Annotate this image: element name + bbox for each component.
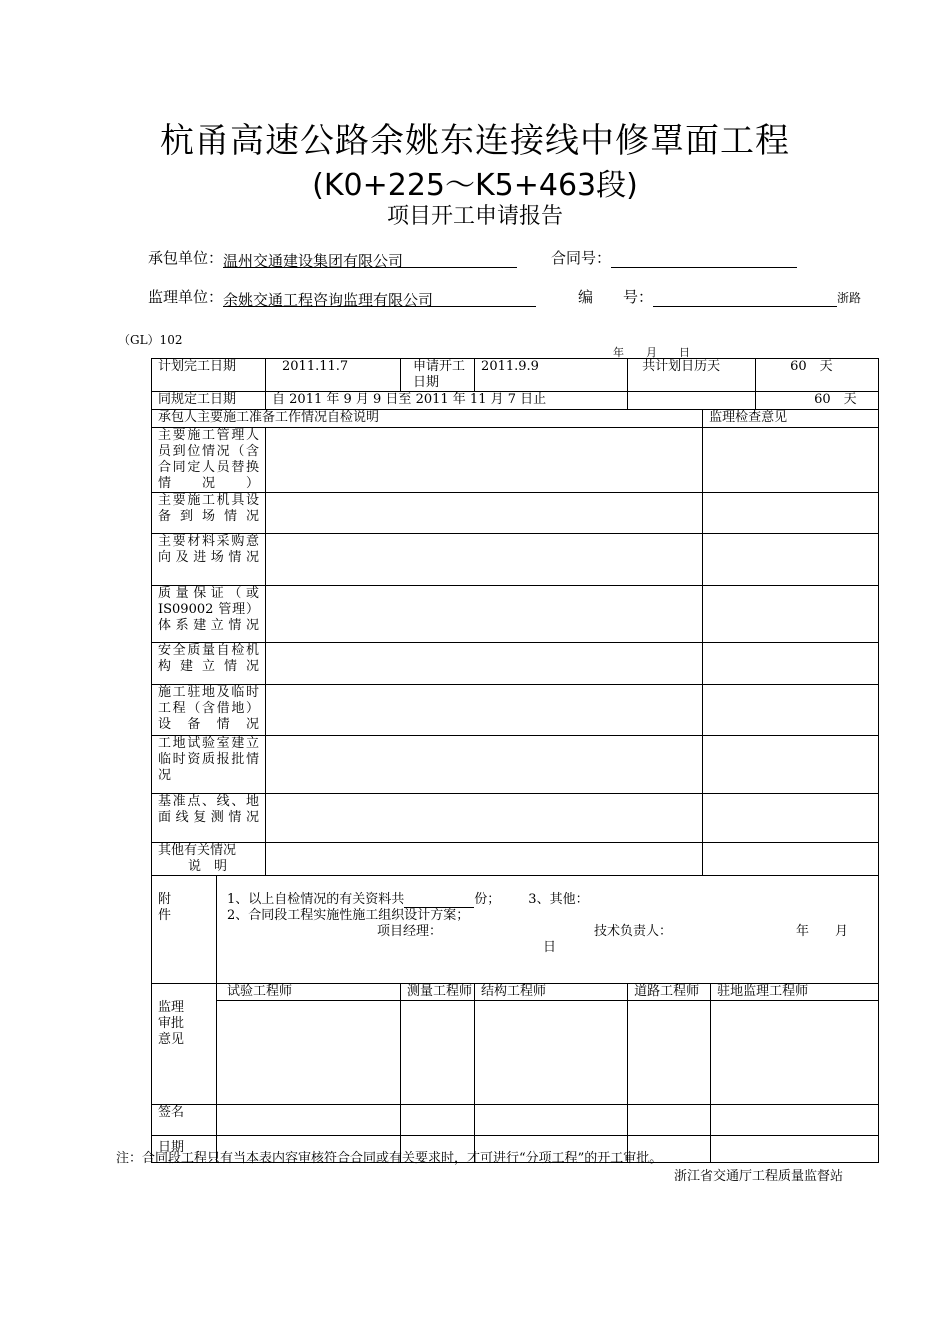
serial-label: 编 号： [578,288,654,306]
document-title: 杭甬高速公路余姚东连接线中修罩面工程 [160,121,790,161]
self-check-cell[interactable] [266,493,703,534]
approval-label-3: 意见 [158,1032,185,1047]
supervision-cell[interactable] [703,493,879,534]
check-item-label: 工地试验室建立临时资质报批情况 [152,736,266,794]
spec-empty-cell [628,392,756,410]
supervisor-label: 监理单位： [148,288,224,306]
contractor-field[interactable] [223,250,517,268]
check-item-label: 质量保证（或IS09002 管理）体系建立情况 [152,586,266,643]
attachment-other: 3、其他： [528,892,589,907]
contract-no-field[interactable] [611,250,797,268]
attachment-line-1b: 份； [474,892,501,907]
supervision-cell[interactable] [703,643,879,685]
engineer-survey: 测量工程师 [401,984,475,1001]
spec-period-row [152,392,879,410]
self-check-header: 承包人主要施工准备工作情况自检说明 [152,410,703,428]
spec-period-range[interactable]: 自 2011 年 9 月 9 日至 2011 年 11 月 7 日止 [266,392,628,410]
schedule-row [152,359,879,392]
supervision-cell[interactable] [703,843,879,876]
apply-start-value[interactable]: 2011.9.9 [475,359,628,392]
signature-cell[interactable] [711,1105,879,1136]
check-item-row [152,843,879,876]
signature-cell[interactable] [628,1105,711,1136]
self-check-cell[interactable] [266,794,703,843]
supervision-header: 监理检查意见 [703,410,879,428]
check-item-row [152,586,879,643]
footer-org: 浙江省交通厅工程质量监督站 [674,1169,844,1184]
supervisor-row [148,286,536,307]
report-name: 项目开工申请报告 [386,204,563,229]
supervision-cell[interactable] [703,534,879,586]
contract-no-row [551,247,797,268]
opinion-cell[interactable] [711,1001,879,1105]
check-item-label: 施工驻地及临时工程（含借地）设备情况 [152,685,266,736]
other-info-label: 其他有关情况 [158,843,237,858]
check-item-row [152,534,879,586]
check-item-label: 主要施工管理人员到位情况（含合同定人员替换情况） [152,428,266,493]
check-item-row [152,736,879,794]
header-date: 年 月 日 [613,346,690,359]
check-item-label: 主要材料采购意向及进场情况 [152,534,266,586]
attachment-date-d: 日 [543,940,557,955]
date-label: 日期 [152,1136,217,1163]
apply-start-label: 申请开工日期 [401,359,475,392]
opinion-cell[interactable] [217,1001,401,1105]
opinion-cell[interactable] [401,1001,475,1105]
total-days-label: 共计划日历天 [628,359,756,392]
tech-lead-label: 技术负责人： [594,924,673,939]
supervisor-field[interactable] [223,289,536,307]
attachment-content[interactable] [217,876,879,984]
opinion-cell[interactable] [475,1001,628,1105]
supervision-cell[interactable] [703,685,879,736]
engineer-road: 道路工程师 [628,984,711,1001]
attachment-date-ym: 年 月 [796,924,849,939]
attachment-count-field[interactable] [404,894,474,908]
signature-cell[interactable] [475,1105,628,1136]
spec-days-value[interactable]: 60 天 [756,392,879,410]
serial-field[interactable] [653,289,837,307]
planned-finish-label: 计划完工日期 [152,359,266,392]
total-days-value[interactable]: 60 天 [756,359,879,392]
self-check-cell[interactable] [266,534,703,586]
check-item-row [152,643,879,685]
check-item-label: 基准点、线、地面线复测情况 [152,794,266,843]
check-item-row [152,493,879,534]
self-check-cell[interactable] [266,736,703,794]
contractor-row [148,247,517,268]
engineer-test: 试验工程师 [217,984,401,1001]
planned-finish-value[interactable]: 2011.11.7 [266,359,401,392]
section-header-row [152,410,879,428]
signature-label: 签名 [152,1105,217,1136]
attachment-line-2: 2、合同段工程实施性施工组织设计方案； [227,908,470,923]
self-check-cell[interactable] [266,586,703,643]
document-subtitle: (K0+225～K5+463段) [312,168,638,203]
check-item-row [152,428,879,493]
attachment-label-1: 附 [158,892,172,907]
signature-cell[interactable] [217,1105,401,1136]
check-item-row [152,794,879,843]
contractor-label: 承包单位： [148,249,224,267]
application-form-table [151,358,879,1163]
supervisor-value: 余姚交通工程咨询监理有限公司 [223,291,434,309]
self-check-cell[interactable] [266,428,703,493]
self-check-cell[interactable] [266,643,703,685]
approval-label-2: 审批 [158,1016,185,1031]
contractor-value: 温州交通建设集团有限公司 [223,252,404,270]
contract-no-label: 合同号： [551,249,612,267]
attachment-row [152,876,879,984]
opinion-cell[interactable] [628,1001,711,1105]
self-check-cell[interactable] [266,843,703,876]
supervision-cell[interactable] [703,736,879,794]
serial-suffix: 浙路 [837,291,862,305]
project-manager-label: 项目经理： [377,924,443,939]
check-item-label: 安全质量自检机构建立情况 [152,643,266,685]
attachment-label-2: 件 [158,908,172,923]
attachment-label [152,876,217,984]
supervision-cell[interactable] [703,586,879,643]
engineer-structure: 结构工程师 [475,984,628,1001]
check-item-label: 主要施工机具设备到场情况 [152,493,266,534]
self-check-cell[interactable] [266,685,703,736]
check-item-row [152,685,879,736]
serial-row [578,286,861,307]
signature-cell[interactable] [401,1105,475,1136]
approval-label [152,984,217,1105]
engineer-header-row [152,984,879,1001]
supervision-cell[interactable] [703,428,879,493]
approval-opinion-row [152,1001,879,1105]
check-item-label [152,843,266,876]
other-info-label-2: 说 明 [188,859,228,874]
attachment-line-1a: 1、以上自检情况的有关资料共 [227,892,405,907]
engineer-resident: 驻地监理工程师 [711,984,879,1001]
footer-note: 注：合同段工程只有当本表内容审核符合合同或有关要求时，才可进行“分项工程”的开工审批。 [116,1151,663,1166]
signature-row [152,1105,879,1136]
approval-label-1: 监理 [158,1000,185,1015]
form-code: （GL）102 [118,333,183,347]
date-cell[interactable] [711,1136,879,1163]
spec-period-label: 同规定工日期 [152,392,266,410]
supervision-cell[interactable] [703,794,879,843]
